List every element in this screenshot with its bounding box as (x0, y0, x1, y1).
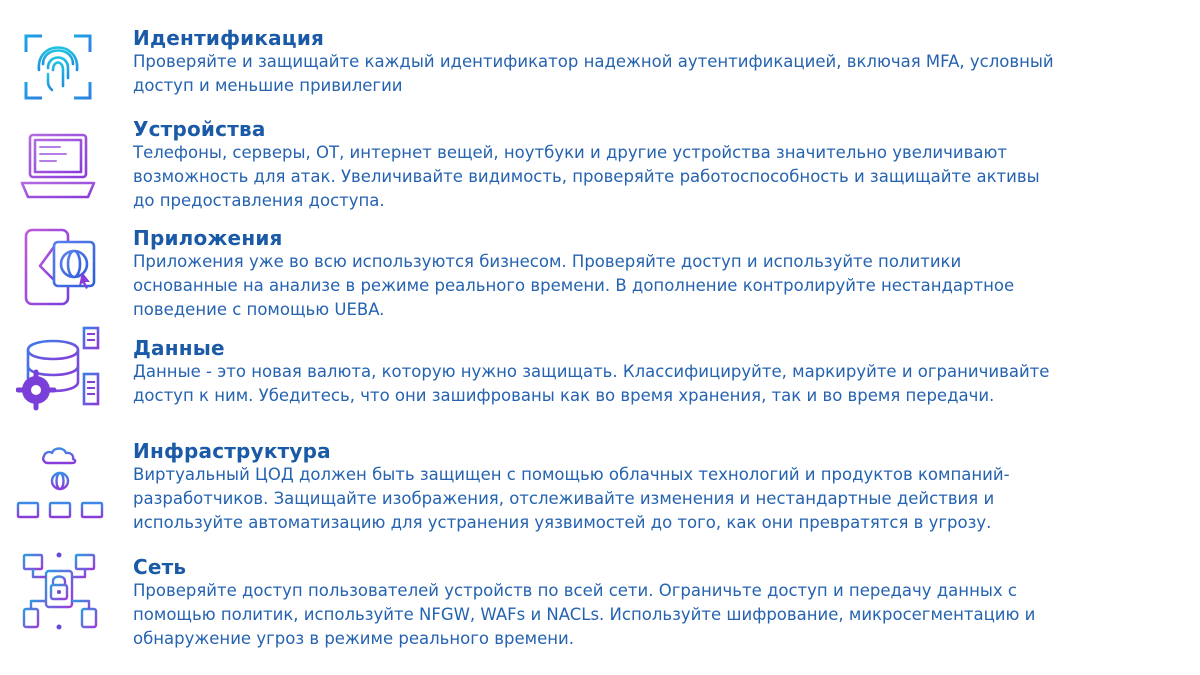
section-title: Инфраструктура (133, 439, 331, 463)
section-description: Проверяйте и защищайте каждый идентификатор надежной аутентификацией, включая MFA, условный доступ и меньшие привилегии (133, 52, 1054, 95)
fingerprint-icon (16, 28, 106, 106)
section-title: Сеть (133, 555, 187, 579)
section-title: Приложения (133, 226, 283, 250)
section-description: Данные - это новая валюта, которую нужно защищать. Классифицируйте, маркируйте и ограничивайте доступ к ним. Убедитесь, что они зашифрованы как во время хранения, так и во время передачи. (133, 362, 1050, 405)
section-description: Приложения уже во всю используются бизнесом. Проверяйте доступ и используйте политики основанные на анализе в режиме реального времени. В дополнение контролируйте нестандартное поведение с помощью UEBA. (133, 252, 1015, 319)
database-icon (16, 324, 106, 412)
section-title: Устройства (133, 117, 266, 141)
section-title: Данные (133, 336, 225, 360)
section-title: Идентификация (133, 26, 325, 50)
cloud-network-icon (16, 441, 106, 529)
application-icon (16, 226, 106, 308)
laptop-icon (16, 127, 106, 207)
section-description: Проверяйте доступ пользователей устройств по всей сети. Ограничьте доступ и передачу данных с помощью политик, используйте NFGW, WAFs и NACLs. Используйте шифрование, микросегментацию и обнаружение угроз в режиме реального времени. (133, 581, 1036, 648)
network-lock-icon (16, 551, 106, 631)
section-description: Телефоны, серверы, ОТ, интернет вещей, ноутбуки и другие устройства значительно увеличивают возможность для атак. Увеличивайте видимость, проверяйте работоспособность и защищайте активы до предоставления доступа. (133, 143, 1040, 210)
section-description: Виртуальный ЦОД должен быть защищен с помощью облачных технологий и продуктов компаний- разработчиков. Защищайте изображения, отслеживайте изменения и нестандартные действия и используйте автоматизацию для устранения уязвимостей до того, как они превратятся в угрозу. (133, 465, 1010, 532)
